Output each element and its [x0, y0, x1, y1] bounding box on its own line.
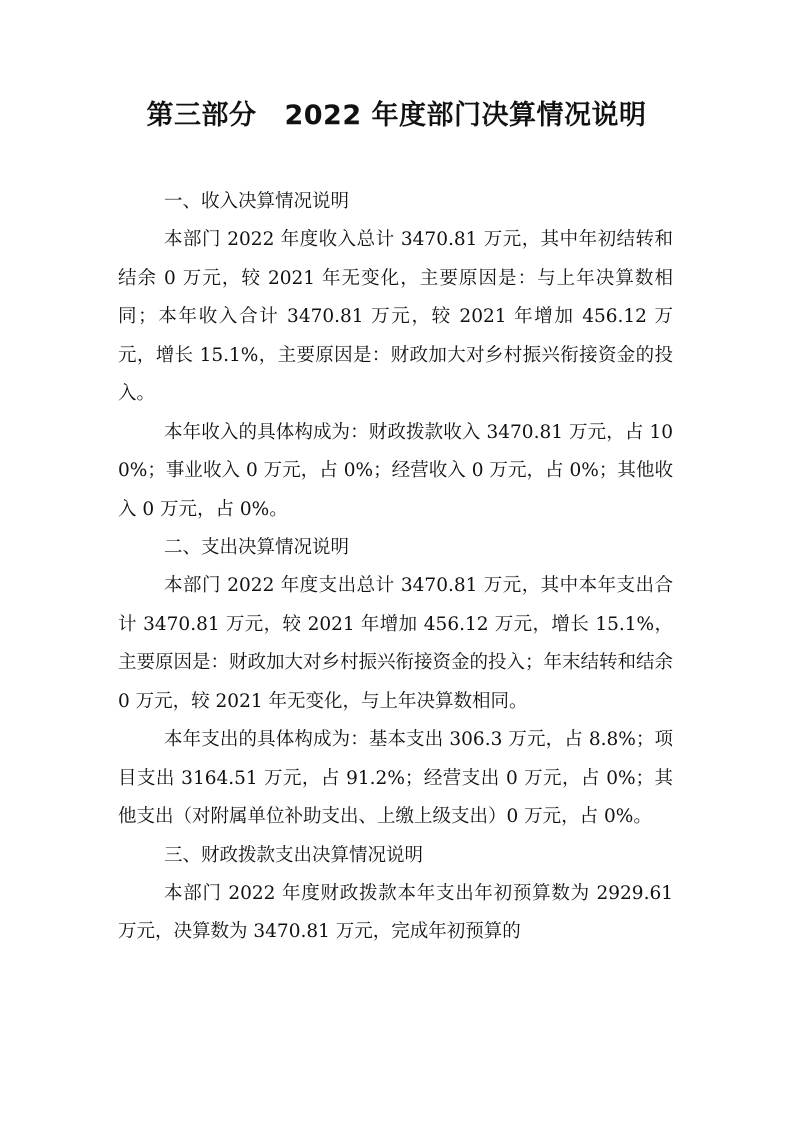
section-heading-income: 一、收入决算情况说明 — [164, 191, 350, 212]
paragraph-expenditure-total: 本部门 2022 年度支出总计 3470.81 万元，其中本年支出合计 3470.81 万元，较 2021 年增加 456.12 万元，增长 15.1%，主要原因是：财政加大对乡村振兴衔接资金的投入；年末结转和结余 0 万元，较 2021 年无变化，与上年决算数相同。 — [118, 575, 674, 712]
paragraph-income-total: 本部门 2022 年度收入总计 3470.81 万元，其中年初结转和结余 0 万元，较 2021 年无变化，主要原因是：与上年决算数相同；本年收入合计 3470.81 万元，较 2021 年增加 456.12 万元，增长 15.1%，主要原因是：财政加大对乡村振兴衔接资金的投入。 — [118, 229, 673, 404]
document-body — [118, 183, 673, 952]
paragraph-income-composition: 本年收入的具体构成为：财政拨款收入 3470.81 万元，占 100%；事业收入 0 万元，占 0%；经营收入 0 万元，占 0%；其他收入 0 万元，占 0%。 — [118, 421, 673, 520]
title-main-text: 2022 年度部门决算情况说明 — [284, 100, 647, 131]
section-heading-fiscal-appropriation: 三、财政拨款支出决算情况说明 — [164, 844, 424, 866]
section-heading-expenditure: 二、支出决算情况说明 — [164, 537, 350, 558]
paragraph-fiscal-appropriation: 本部门 2022 年度财政拨款本年支出年初预算数为 2929.61 万元，决算数为 3470.81 万元，完成年初预算的 — [118, 882, 673, 942]
title-part-label: 第三部分 — [146, 100, 257, 131]
paragraph-expenditure-composition: 本年支出的具体构成为：基本支出 306.3 万元，占 8.8%；项目支出 3164.51 万元，占 91.2%；经营支出 0 万元，占 0%；其他支出（对附属单位补助支出、上缴上级支出）0 万元，占 0%。 — [118, 729, 673, 827]
page-title — [0, 96, 793, 136]
